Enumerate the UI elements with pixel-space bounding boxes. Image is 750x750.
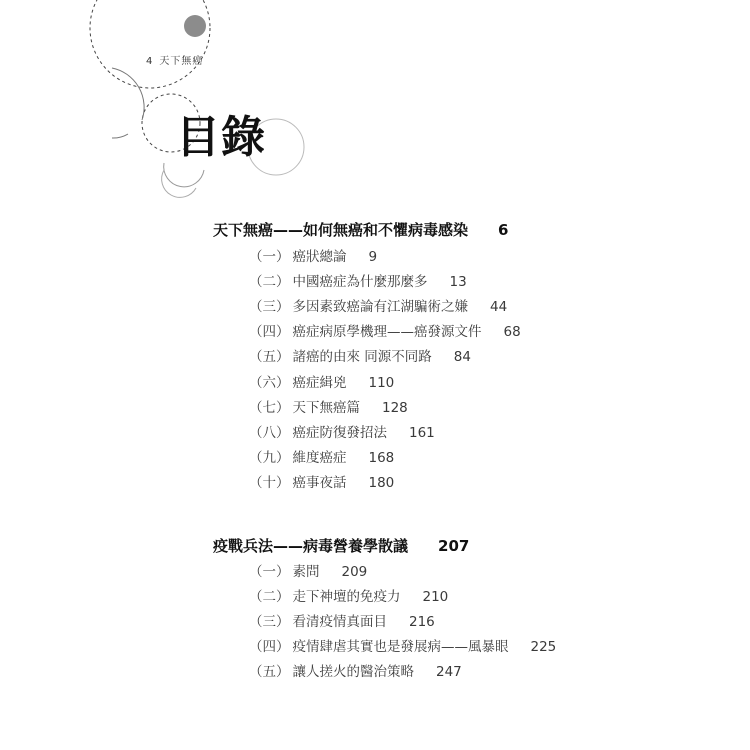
entry-page: 209 bbox=[341, 564, 368, 580]
chapter-page: 6 bbox=[498, 221, 509, 239]
entry-number: （十） bbox=[249, 475, 290, 491]
entry-title: 中國癌症為什麼那麼多 bbox=[292, 274, 428, 290]
toc-entry bbox=[249, 563, 367, 581]
entry-title: 看清疫情真面目 bbox=[292, 614, 387, 630]
gray-dot bbox=[184, 15, 206, 37]
toc-entry bbox=[249, 638, 556, 656]
chapter-title: 疫戰兵法——病毒營養學散議 bbox=[213, 537, 409, 555]
toc-entry bbox=[249, 449, 394, 467]
entry-number: （四） bbox=[249, 324, 290, 340]
entry-title: 疫情肆虐其實也是發展病——風暴眼 bbox=[292, 639, 509, 655]
entry-number: （三） bbox=[249, 299, 290, 315]
entry-number: （二） bbox=[249, 589, 290, 605]
entry-title: 癌症病原學機理——癌發源文件 bbox=[292, 324, 482, 340]
chapter-heading bbox=[213, 536, 469, 556]
entry-title: 讓人搓火的醫治策略 bbox=[292, 664, 414, 680]
chapter-page: 207 bbox=[438, 537, 470, 555]
toc-entry bbox=[249, 399, 408, 417]
entry-number: （七） bbox=[249, 400, 290, 416]
entry-number: （一） bbox=[249, 249, 290, 265]
toc-entry bbox=[249, 588, 448, 606]
entry-page: 161 bbox=[409, 425, 435, 441]
toc-entry bbox=[249, 374, 394, 392]
toc-entry bbox=[249, 663, 462, 681]
running-header bbox=[146, 52, 203, 67]
entry-number: （三） bbox=[249, 614, 290, 630]
small-arc-bottom bbox=[164, 163, 204, 187]
toc-entry bbox=[249, 323, 521, 341]
entry-page: 110 bbox=[368, 375, 395, 391]
toc-entry bbox=[249, 298, 507, 316]
entry-page: 68 bbox=[503, 324, 521, 340]
entry-page: 84 bbox=[453, 349, 471, 365]
partial-circle-left bbox=[112, 68, 144, 120]
toc-entry bbox=[249, 248, 377, 266]
toc-entry bbox=[249, 613, 435, 631]
toc-entry bbox=[249, 348, 471, 366]
entry-number: （八） bbox=[249, 425, 290, 441]
toc-entry bbox=[249, 424, 435, 442]
entry-page: 216 bbox=[409, 614, 435, 630]
entry-number: （六） bbox=[249, 375, 290, 391]
entry-page: 44 bbox=[490, 299, 508, 315]
toc-title: 目錄 bbox=[176, 112, 266, 163]
entry-page: 13 bbox=[449, 274, 467, 290]
dashed-circle-large bbox=[90, 0, 210, 88]
entry-title: 走下神壇的免疫力 bbox=[292, 589, 401, 605]
entry-page: 168 bbox=[368, 450, 395, 466]
chapter-title: 天下無癌——如何無癌和不懼病毒感染 bbox=[213, 221, 469, 239]
entry-title: 癌事夜話 bbox=[292, 475, 347, 491]
entry-number: （五） bbox=[249, 349, 290, 365]
running-header-title: 天下無癌 bbox=[159, 56, 204, 67]
page-number: 4 bbox=[146, 56, 154, 67]
entry-page: 180 bbox=[368, 475, 395, 491]
entry-page: 225 bbox=[530, 639, 557, 655]
entry-page: 247 bbox=[436, 664, 462, 680]
entry-title: 維度癌症 bbox=[292, 450, 347, 466]
entry-title: 素問 bbox=[292, 564, 320, 580]
entry-title: 癌症緝兇 bbox=[292, 375, 347, 391]
partial-circle-left-lower bbox=[112, 134, 128, 138]
entry-title: 天下無癌篇 bbox=[292, 400, 360, 416]
toc-entry bbox=[249, 474, 394, 492]
entry-page: 9 bbox=[368, 249, 378, 265]
entry-number: （五） bbox=[249, 664, 290, 680]
entry-number: （四） bbox=[249, 639, 290, 655]
entry-number: （二） bbox=[249, 274, 290, 290]
entry-title: 多因素致癌論有江湖騙術之嫌 bbox=[292, 299, 468, 315]
entry-page: 128 bbox=[382, 400, 408, 416]
toc-entry bbox=[249, 273, 467, 291]
small-arc-bottom-2 bbox=[162, 170, 196, 197]
entry-title: 諸癌的由來 同源不同路 bbox=[292, 349, 432, 365]
chapter-heading bbox=[213, 220, 508, 240]
entry-number: （九） bbox=[249, 450, 290, 466]
entry-title: 癌狀總論 bbox=[292, 249, 347, 265]
entry-title: 癌症防復發招法 bbox=[292, 425, 387, 441]
entry-number: （一） bbox=[249, 564, 290, 580]
entry-page: 210 bbox=[422, 589, 449, 605]
